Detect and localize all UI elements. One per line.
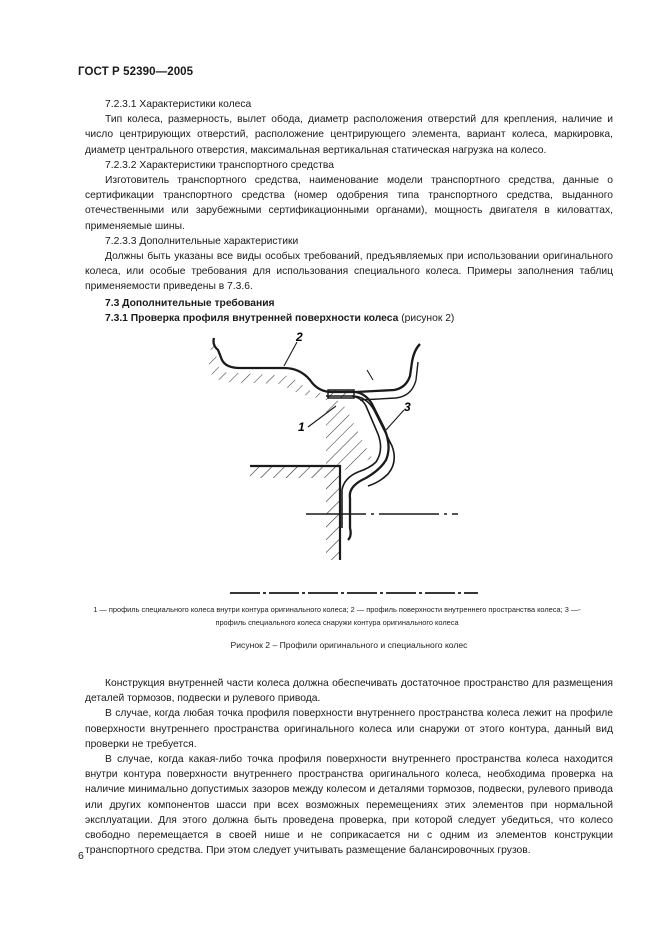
hatched-area-lower — [250, 466, 340, 560]
document-header: ГОСТ Р 52390—2005 — [78, 66, 194, 78]
section-title-7-3-1-text: 7.3.1 Проверка профиля внутренней поверхности колеса — [105, 312, 399, 324]
leader-line-3 — [386, 410, 404, 430]
rim-flange-right — [356, 344, 420, 392]
contact-pad — [328, 390, 354, 398]
paragraph: Тип колеса, размерность, вылет обода, диаметр расположения отверстий для крепления, наличие и число центрирующих отверстий, расположение центрирующего элемента, вариант колеса, маркировка, диаметр центрального отверстия, максимальная вертикальная статическая нагрузка на колесо. — [85, 114, 613, 156]
paragraph: В случае, когда любая точка профиля поверхности внутреннего пространства колеса лежит на профиле поверхности внутреннего пространства оригинального колеса или снаружи от этого контура, данный вид проверки не требуется. — [85, 708, 613, 750]
subsection-title-7-2-3-3: 7.2.3.3 Дополнительные характеристики — [105, 235, 299, 247]
label-3: 3 — [404, 400, 411, 414]
leader-line-2 — [284, 342, 297, 366]
section-7-3-1-body — [85, 676, 613, 858]
paragraph: Изготовитель транспортного средства, наименование модели транспортного средства, данные о сертификации транспортного средства (номер одобрения типа транспортного средства, выданного отечественными или зарубежными сертификационными органами), мощность двигателя в киловаттах, применяемые шины. — [85, 175, 613, 232]
subsection-title-7-2-3-2: 7.2.3.2 Характеристики транспортного средства — [105, 159, 334, 171]
label-2: 2 — [296, 330, 303, 344]
subsection-title-7-2-3-1: 7.2.3.1 Характеристики колеса — [105, 99, 252, 110]
rim-flange-right-inner — [360, 362, 418, 400]
tick-mark — [367, 370, 373, 380]
paragraph: Должны быть указаны все виды особых требований, предъявляемых при использовании оригинального колеса, или особые требования для использования специального колеса. Примеры заполнения таблиц применяемости приведены в 7.3.6. — [85, 251, 613, 293]
figure-reference: (рисунок 2) — [401, 312, 455, 324]
paragraph: В случае, когда какая-либо точка профиля поверхности внутреннего пространства колеса находится внутри контура поверхности внутреннего пространства оригинального колеса, необходима проверка на наличие минимально допустимых зазоров между колесом и деталями тормозов, подвески, рулевого привода или других компонентов шасси при всех возможных перемещениях этих элементов при нормальной эксплуатации. Для этого должна быть проведена проверка, при которой следует убедиться, что колесо свободно перемещается в своей нише и не соприкасается ни с одним из элементов конструкции транспортного средства. При этом следует учитывать размещение балансировочных грузов. — [85, 754, 613, 857]
original-wheel-profile — [214, 338, 389, 540]
page-number: 6 — [78, 850, 84, 862]
label-1: 1 — [298, 420, 305, 434]
figure-caption: 1 — профиль специального колеса внутри контура оригинального колеса; 2 — профиль поверхности внутреннего пространства колеса; 3 —- профиль специального колеса снаружи контура оригинального колеса — [93, 605, 581, 627]
figure-title: Рисунок 2 – Профили оригинального и специального колес — [230, 640, 468, 650]
paragraph: Конструкция внутренней части колеса должна обеспечивать достаточное пространство для размещения деталей тормозов, подвески и рулевого привода. — [85, 678, 613, 705]
section-title-7-3: 7.3 Дополнительные требования — [105, 297, 275, 309]
hatched-area-upper — [208, 338, 372, 472]
